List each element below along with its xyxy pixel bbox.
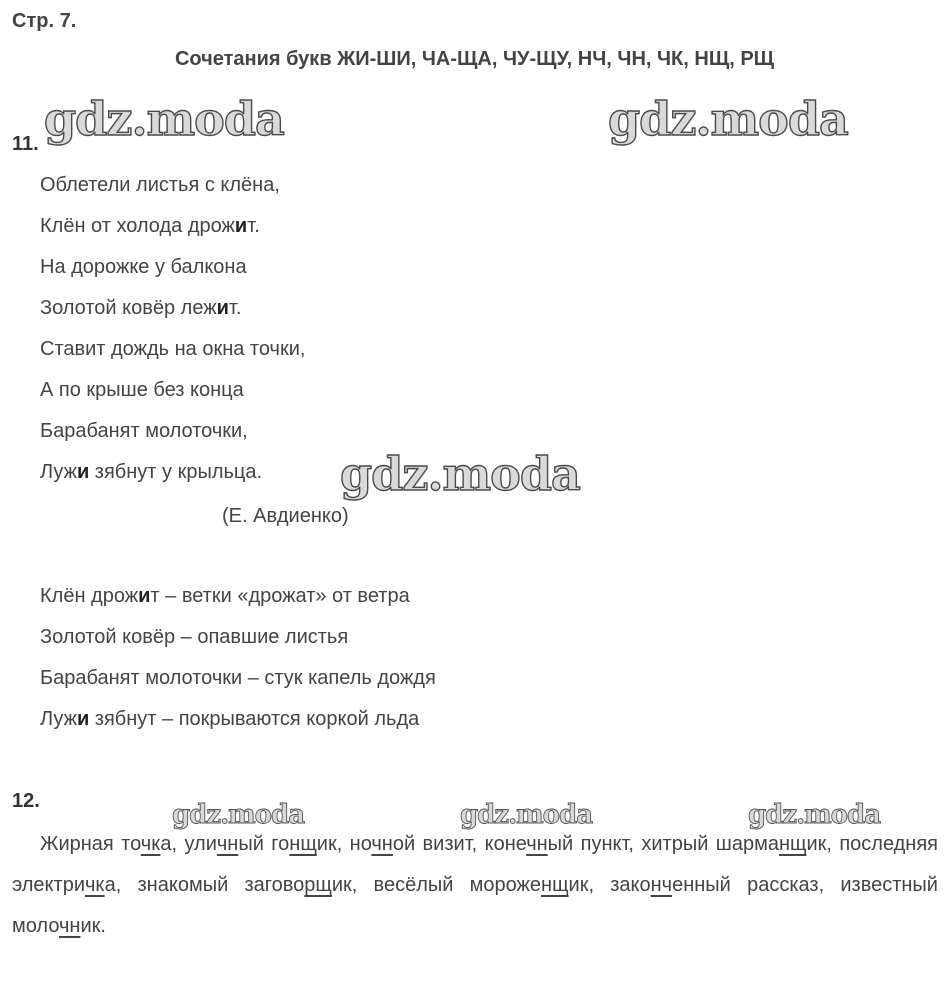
underlined-letters: чк <box>140 833 161 855</box>
poem-line: Ставит дождь на окна точки, <box>40 338 306 360</box>
text-segment: ой визит, коне <box>392 833 527 855</box>
text-segment: ик. <box>80 915 106 937</box>
underlined-letters: чк <box>85 874 105 896</box>
underlined-letters: нч <box>650 874 673 896</box>
poem-author: (Е. Авдиенко) <box>222 505 349 527</box>
exercise-number: 12. <box>12 790 40 812</box>
exercise-number: 11. <box>12 133 39 155</box>
text-segment: ый пункт, хитрый шарма <box>547 833 779 855</box>
page-label: Стр. 7. <box>12 10 77 32</box>
poem-line: Клён от холода дрожит. <box>40 215 260 237</box>
underlined-letters: чн <box>526 833 548 855</box>
text-segment: ик, весёлый морожe <box>331 874 542 896</box>
watermark: gdz.moda <box>748 800 881 830</box>
text-segment: ый го <box>238 833 290 855</box>
explanation-line: Лужи зябнут – покрываются коркой льда <box>40 708 420 730</box>
underlined-letters: чн <box>371 833 393 855</box>
underlined-letters: чн <box>59 915 81 937</box>
text-segment: ик, последняя электри <box>12 833 938 896</box>
exercise-12-text <box>12 824 938 947</box>
poem-line: Золотой ковёр лежит. <box>40 297 242 319</box>
underlined-letters: нщ <box>778 833 807 855</box>
text-segment: енный рассказ, известный моло <box>12 874 938 937</box>
underlined-letters: нщ <box>289 833 317 855</box>
text-segment: Жирная то <box>40 833 141 855</box>
text-segment: а, ули <box>160 833 217 855</box>
text-segment: а, знакомый загово <box>104 874 305 896</box>
poem-line: Барабанят молоточки, <box>40 420 248 442</box>
explanation-line: Золотой ковёр – опавшие листья <box>40 626 349 648</box>
explanation-line: Клён дрожит – ветки «дрожат» от ветра <box>40 585 410 607</box>
text-segment: ик, зако <box>568 874 651 896</box>
explanation-line: Барабанят молоточки – стук капель дождя <box>40 667 436 689</box>
section-title: Сочетания букв ЖИ-ШИ, ЧА-ЩА, ЧУ-ЩУ, НЧ, ЧН, ЧК, НЩ, РЩ <box>174 48 775 70</box>
watermark: gdz.moda <box>460 800 593 830</box>
poem-line: Лужи зябнут у крыльца. <box>40 461 263 483</box>
poem-line: На дорожке у балкона <box>40 256 247 278</box>
watermark: gdz.moda <box>44 92 284 146</box>
text-segment: ик, но <box>316 833 372 855</box>
watermark: gdz.moda <box>608 92 848 146</box>
poem-line: А по крыше без конца <box>40 379 244 401</box>
poem-line: Облетели листья с клёна, <box>40 174 280 196</box>
underlined-letters: нщ <box>541 874 569 896</box>
watermark: gdz.moda <box>340 447 580 501</box>
underlined-letters: чн <box>216 833 239 855</box>
underlined-letters: рщ <box>304 874 332 896</box>
watermark: gdz.moda <box>172 800 305 830</box>
